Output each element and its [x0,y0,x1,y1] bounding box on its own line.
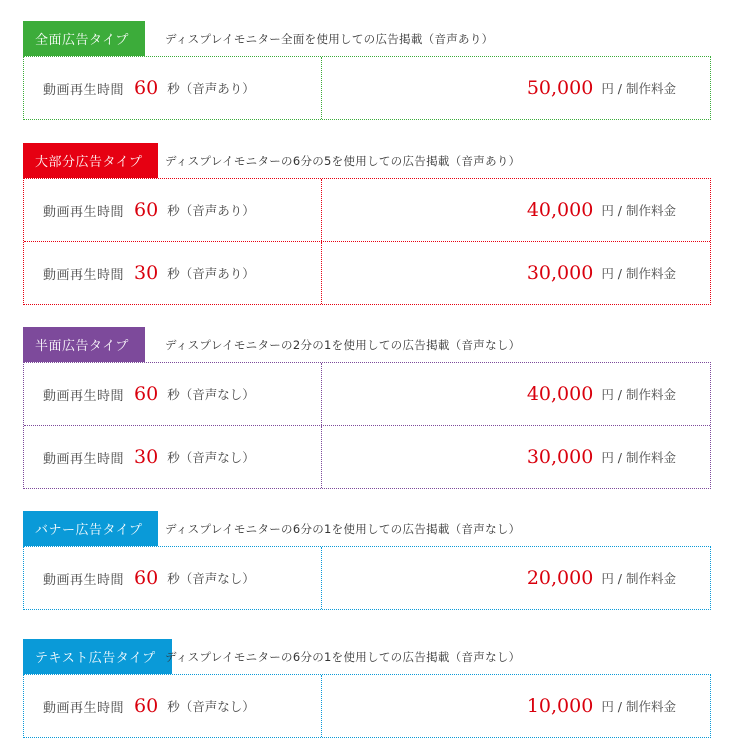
price-row [24,675,710,737]
duration-note: 秒（音声なし） [167,699,255,714]
duration-seconds: 60 [134,77,159,99]
price-unit: 円 / 制作料金 [601,203,676,218]
price-row [24,241,710,304]
price-row [24,57,710,119]
plan-description: ディスプレイモニターの2分の1を使用しての広告掲載（音声なし） [165,338,521,352]
plan-banner [23,511,711,610]
price-cell [322,179,710,241]
duration-note: 秒（音声あり） [167,81,255,96]
price-unit: 円 / 制作料金 [601,699,676,714]
price-unit: 円 / 制作料金 [601,81,676,96]
duration-seconds: 60 [134,695,159,717]
duration-cell [24,547,322,609]
duration-note: 秒（音声なし） [167,571,255,586]
price-value: 50,000 [526,77,594,99]
plan-description: ディスプレイモニター全面を使用しての広告掲載（音声あり） [165,32,494,46]
price-row [24,363,710,425]
duration-note: 秒（音声なし） [167,387,255,402]
price-value: 40,000 [526,199,594,221]
plan-full [23,21,711,120]
plan-type-tag: 全面広告タイプ [23,21,145,56]
plan-header [23,21,711,56]
plan-type-tag: テキスト広告タイプ [23,639,172,674]
plan-type-tag: バナー広告タイプ [23,511,158,546]
duration-cell [24,675,322,737]
price-value: 40,000 [526,383,594,405]
price-cell [322,57,710,119]
duration-seconds: 30 [134,446,159,468]
duration-cell [24,242,322,304]
price-value: 30,000 [526,446,594,468]
price-unit: 円 / 制作料金 [601,266,676,281]
plan-half [23,327,711,489]
price-row [24,179,710,241]
plan-header [23,143,711,178]
price-unit: 円 / 制作料金 [601,387,676,402]
price-row [24,425,710,488]
price-cell [322,363,710,425]
plan-rows [23,178,711,305]
price-row [24,547,710,609]
duration-label: 動画再生時間 [43,82,125,98]
plan-header [23,511,711,546]
plan-rows [23,674,711,738]
plan-header [23,639,711,674]
duration-seconds: 30 [134,262,159,284]
duration-label: 動画再生時間 [43,388,125,404]
plan-rows [23,546,711,610]
price-cell [322,242,710,304]
price-cell [322,675,710,737]
plan-description: ディスプレイモニターの6分の1を使用しての広告掲載（音声なし） [165,522,521,536]
duration-seconds: 60 [134,383,159,405]
duration-label: 動画再生時間 [43,572,125,588]
duration-label: 動画再生時間 [43,267,125,283]
plan-majority [23,143,711,305]
price-value: 30,000 [526,262,594,284]
duration-note: 秒（音声あり） [167,266,255,281]
plan-header [23,327,711,362]
duration-note: 秒（音声なし） [167,450,255,465]
price-cell [322,547,710,609]
duration-label: 動画再生時間 [43,700,125,716]
plan-rows [23,56,711,120]
duration-seconds: 60 [134,567,159,589]
price-unit: 円 / 制作料金 [601,450,676,465]
plan-description: ディスプレイモニターの6分の1を使用しての広告掲載（音声なし） [165,650,521,664]
plan-description: ディスプレイモニターの6分の5を使用しての広告掲載（音声あり） [165,154,521,168]
price-value: 10,000 [526,695,594,717]
duration-cell [24,57,322,119]
plan-rows [23,362,711,489]
plan-type-tag: 大部分広告タイプ [23,143,158,178]
price-unit: 円 / 制作料金 [601,571,676,586]
duration-label: 動画再生時間 [43,451,125,467]
duration-cell [24,426,322,488]
plan-text [23,639,711,738]
duration-seconds: 60 [134,199,159,221]
plan-type-tag: 半面広告タイプ [23,327,145,362]
duration-cell [24,363,322,425]
duration-label: 動画再生時間 [43,204,125,220]
duration-cell [24,179,322,241]
price-cell [322,426,710,488]
duration-note: 秒（音声あり） [167,203,255,218]
price-value: 20,000 [526,567,594,589]
